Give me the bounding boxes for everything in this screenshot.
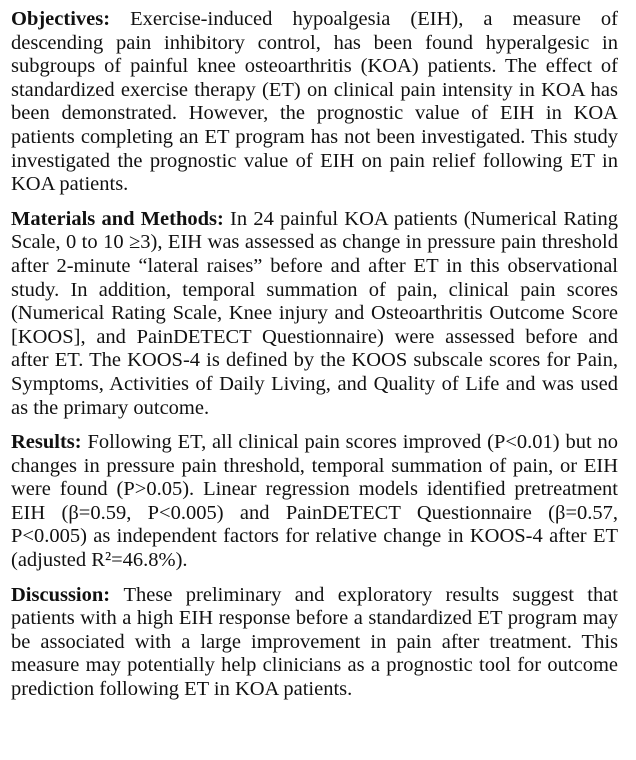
methods-text: In 24 painful KOA patients (Numerical Rating Scale, 0 to 10 ≥3), EIH was assessed as change in pressure pain threshold after 2-minute “lateral raises” before and after ET in this observational study. In addition, temporal summation of pain, clinical pain scores (Numerical Rating Scale, Knee injury and Osteoarthritis Outcome Score [KOOS], and PainDETECT Questionnaire) were assessed before and after ET. The KOOS-4 is defined by the KOOS subscale scores for Pain, Symptoms, Activities of Daily Living, and Quality of Life and was used as the primary outcome. xyxy=(11,207,618,419)
methods-section xyxy=(11,208,618,420)
discussion-section xyxy=(11,584,618,702)
objectives-heading: Objectives: xyxy=(11,8,131,30)
discussion-heading: Discussion: xyxy=(11,583,124,606)
objectives-text: Exercise-induced hypoalgesia (EIH), a measure of descending pain inhibitory control, has been found hyperalgesic in subgroups of painful knee osteoarthritis (KOA) patients. The effect of standardized exercise therapy (ET) on clinical pain intensity in KOA has been demonstrated. However, the prognostic value of EIH in KOA patients completing an ET program has not been investigated. This study investigated the prognostic value of EIH on pain relief following ET in KOA patients. xyxy=(11,8,619,196)
abstract xyxy=(11,8,618,713)
discussion-text: These preliminary and exploratory results suggest that patients with a high EIH response before a standardized ET program may be associated with a large improvement in pain after treatment. This measure may potentially help clinicians as a prognostic tool for outcome prediction following ET in KOA patients. xyxy=(11,583,619,701)
results-text: Following ET, all clinical pain scores improved (P<0.01) but no changes in pressure pain threshold, temporal summation of pain, or EIH were found (P>0.05). Linear regression models identified pretreatment EIH (β=0.59, P<0.005) and PainDETECT Questionnaire (β=0.57, P<0.005) as independent factors for relative change in KOOS-4 after ET (adjusted R²=46.8%). xyxy=(11,431,618,572)
methods-heading: Materials and Methods: xyxy=(11,207,231,230)
results-section xyxy=(11,431,618,573)
results-heading: Results: xyxy=(11,431,88,454)
objectives-section xyxy=(11,8,618,197)
